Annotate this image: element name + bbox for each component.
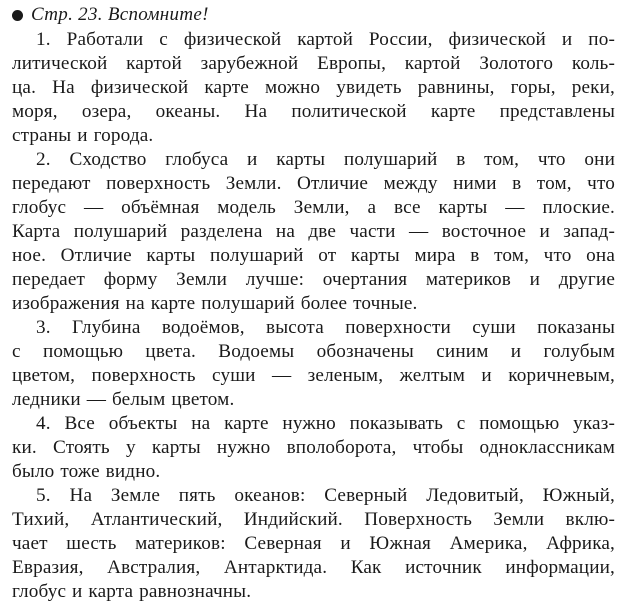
text-line: 5. На Земле пять океанов: Северный Ледовитый, Южный, bbox=[36, 485, 615, 506]
text-line: передает форму Земли лучше: очертания материков и другие bbox=[12, 269, 615, 290]
answer-paragraph-2 bbox=[12, 148, 615, 316]
text-line: с помощью цвета. Водоемы обозначены синим и голубым bbox=[12, 341, 615, 362]
text-line: ки. Стоять у карты нужно вполоборота, чтобы одноклассникам bbox=[12, 437, 615, 458]
text-line: чает шесть материков: Северная и Южная Америка, Африка, bbox=[12, 533, 615, 554]
text-line: передают поверхность Земли. Отличие между ними в том, что bbox=[12, 173, 615, 194]
answer-paragraph-1 bbox=[12, 28, 615, 148]
heading-text: Стр. 23. Вспомните! bbox=[31, 4, 209, 25]
text-line: ца. На физической карте можно увидеть равнины, горы, реки, bbox=[12, 77, 615, 98]
text-line: глобус — объёмная модель Земли, а все карты — плоские. bbox=[12, 197, 615, 218]
text-line: было тоже видно. bbox=[12, 461, 161, 482]
section-heading bbox=[12, 2, 615, 28]
answer-paragraph-3 bbox=[12, 316, 615, 412]
text-line: 2. Сходство глобуса и карты полушарий в том, что они bbox=[36, 149, 615, 170]
text-line: 1. Работали с физической картой России, физической и по- bbox=[36, 29, 615, 50]
text-line: цветом, поверхность суши — зеленым, желтым и коричневым, bbox=[12, 365, 615, 386]
answer-paragraph-4 bbox=[12, 412, 615, 484]
text-line: ное. Отличие карты полушарий от карты мира в том, что она bbox=[12, 245, 615, 266]
text-line: Евразия, Австралия, Антарктида. Как источник информации, bbox=[12, 557, 615, 578]
text-line: Карта полушарий разделена на две части — восточное и запад- bbox=[12, 221, 615, 242]
text-line: ледники — белым цветом. bbox=[12, 389, 235, 410]
answer-paragraph-5 bbox=[12, 484, 615, 604]
bullet-icon bbox=[12, 10, 23, 21]
text-line: литической картой зарубежной Европы, картой Золотого коль- bbox=[12, 53, 615, 74]
text-line: Тихий, Атлантический, Индийский. Поверхность Земли вклю- bbox=[12, 509, 615, 530]
text-line: моря, озера, океаны. На политической карте представлены bbox=[12, 101, 615, 122]
text-line: страны и города. bbox=[12, 125, 154, 146]
text-line: 4. Все объекты на карте нужно показывать с помощью указ- bbox=[36, 413, 615, 434]
text-line: глобус и карта равнозначны. bbox=[12, 581, 252, 602]
text-line: изображения на карте полушарий более точные. bbox=[12, 293, 418, 314]
text-line: 3. Глубина водоёмов, высота поверхности суши показаны bbox=[36, 317, 615, 338]
